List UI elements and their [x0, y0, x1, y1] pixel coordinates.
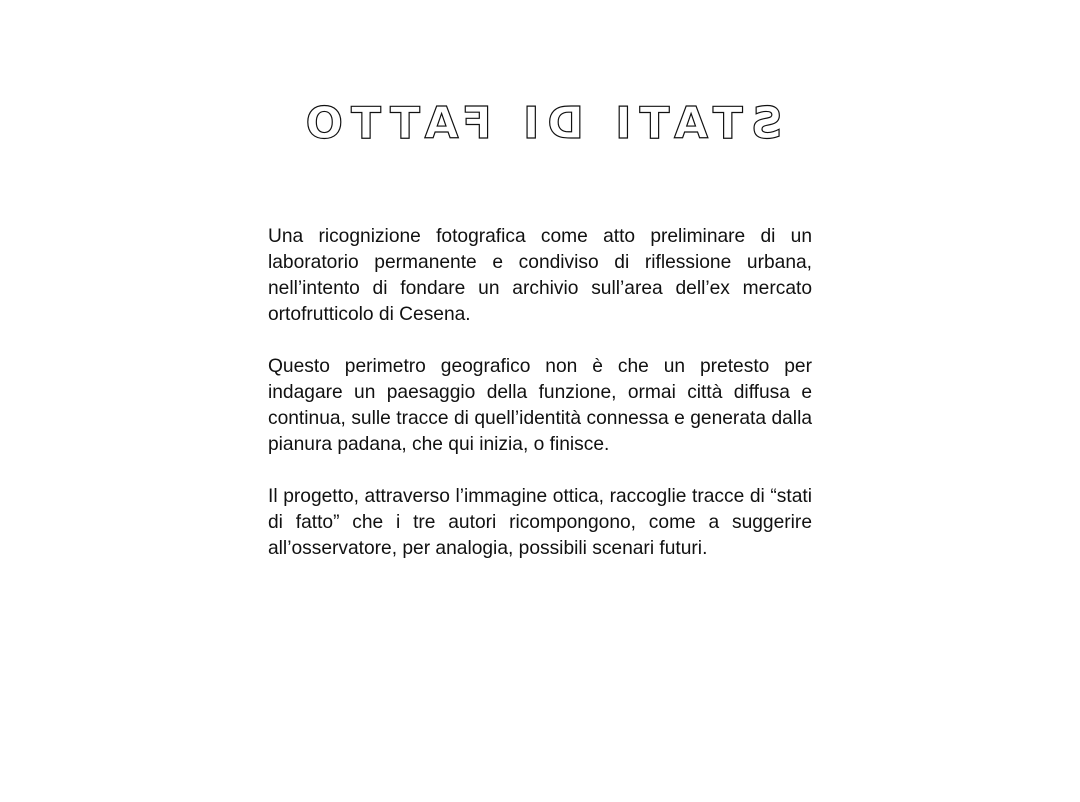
paragraph-intro: Una ricognizione fotografica come atto preliminare di un laboratorio permanente e condiviso di riflessione urbana, nell’intento di fondare un archivio sull’area dell’ex mercato ortofrutticolo di Cesena.: [268, 226, 812, 325]
paragraph-project: Il progetto, attraverso l’immagine ottica, raccoglie tracce di “stati di fatto” che i tre autori ricompongono, come a suggerire all’osservatore, per analogia, possibili scenari futuri.: [268, 486, 812, 559]
page-title: STATI DI FATTO: [297, 98, 783, 149]
paragraph-perimeter: Questo perimetro geografico non è che un pretesto per indagare un paesaggio della funzione, ormai città diffusa e continua, sulle tracce di quell’identità connessa e generata dalla pianura padana, che qui inizia, o finisce.: [268, 356, 812, 455]
body-text: [268, 224, 812, 588]
